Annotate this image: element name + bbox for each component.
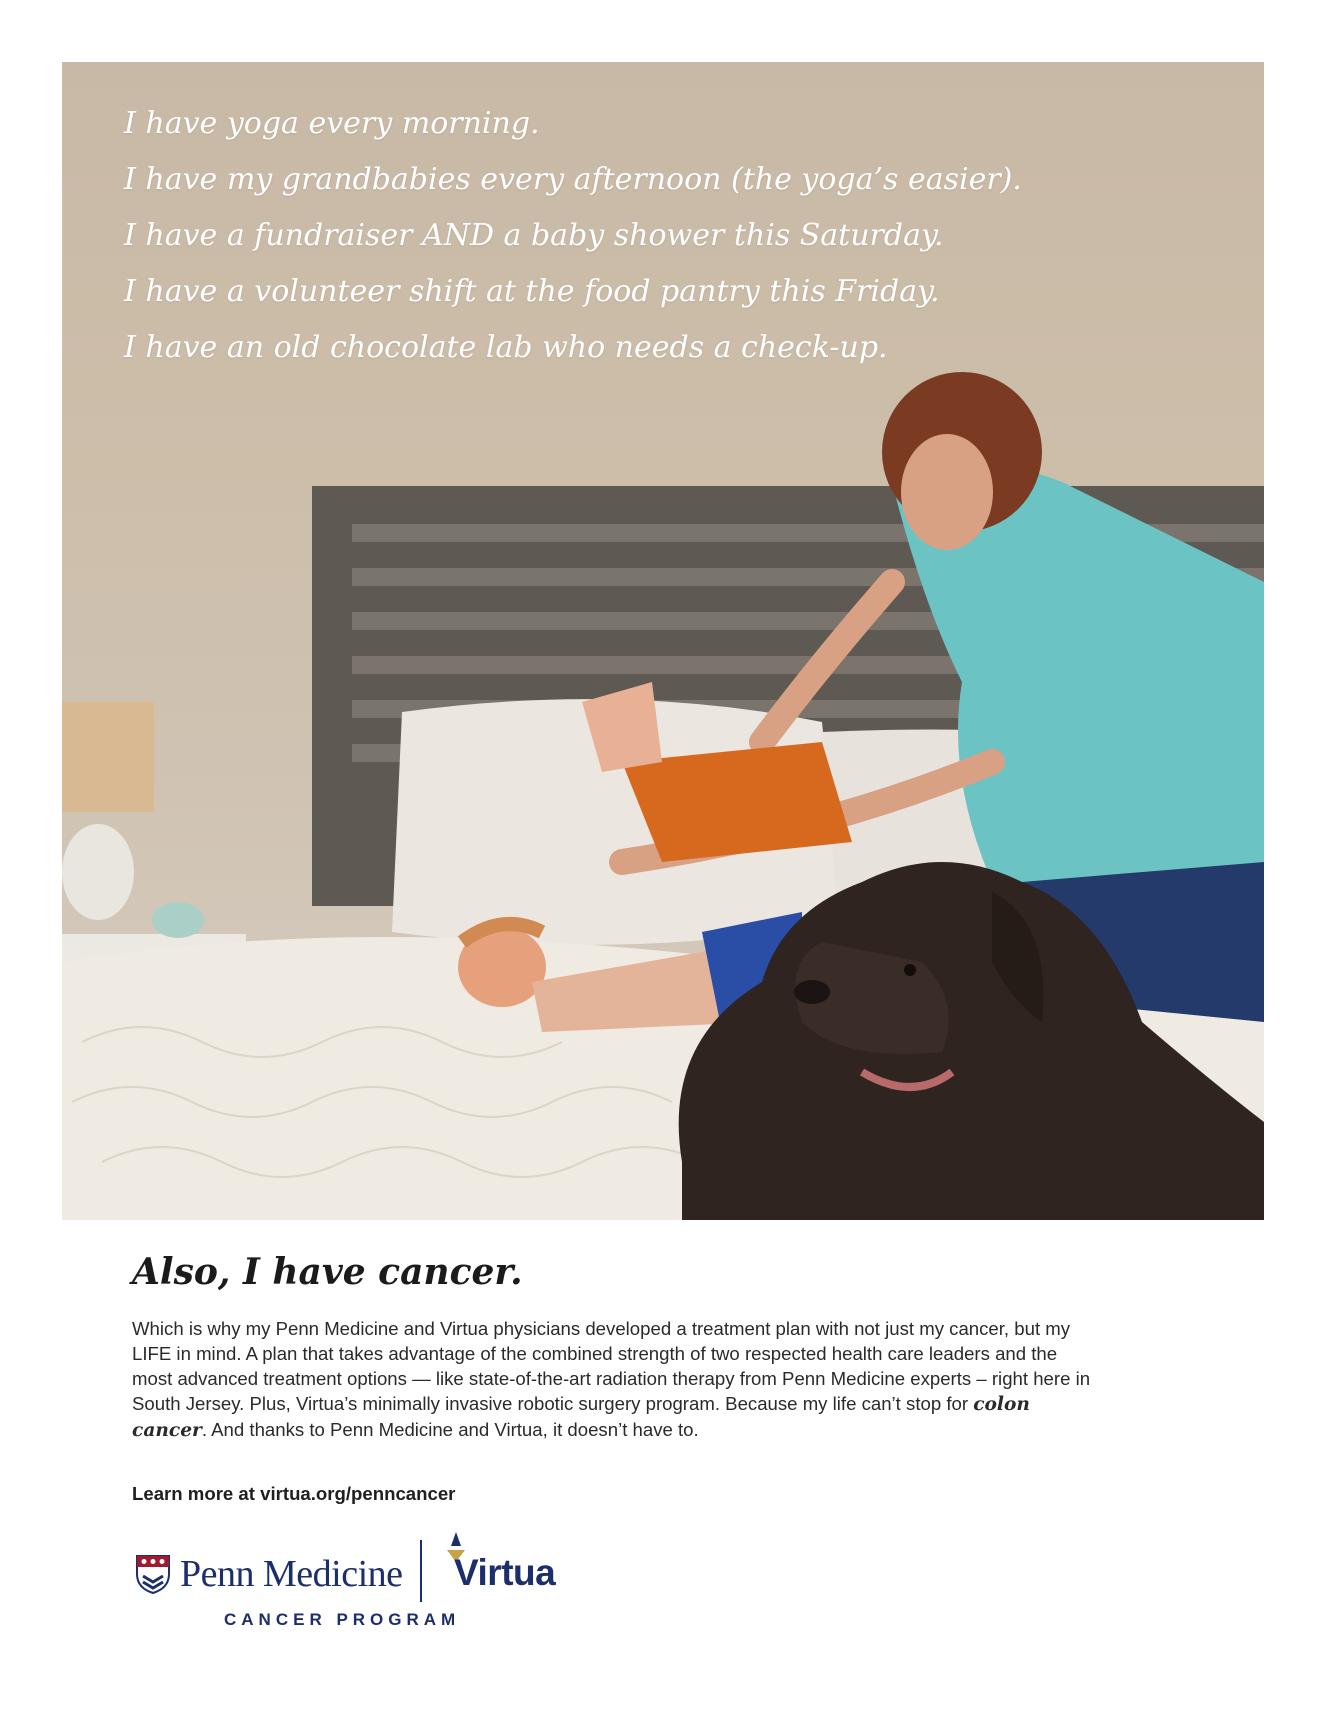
handwritten-line: I have a fundraiser AND a baby shower this Saturday. — [124, 218, 944, 253]
body-paragraph — [132, 1316, 1092, 1443]
learn-more-link[interactable]: Learn more at virtua.org/penncancer — [132, 1483, 456, 1504]
headline: Also, I have cancer. — [132, 1251, 523, 1293]
handwritten-line: I have an old chocolate lab who needs a check-up. — [124, 330, 888, 365]
handwritten-list — [124, 96, 1022, 376]
cancer-program-label: CANCER PROGRAM — [224, 1610, 461, 1629]
penn-medicine-wordmark: Penn Medicine — [180, 1553, 403, 1595]
handwritten-line: I have a volunteer shift at the food pantry this Friday. — [124, 274, 940, 309]
hero-photo — [62, 62, 1264, 1220]
handwritten-line: I have yoga every morning. — [124, 106, 540, 141]
body-text-part: Which is why my Penn Medicine and Virtua physicians developed a treatment plan with not just my cancer, but my LIFE in mind. A plan that takes advantage of the combined strength of two respected health care leaders and the most advanced treatment options — like state-of-the-art radiation therapy from Penn Medicine experts – right here in South Jersey. Plus, Virtua’s minimally invasive robotic surgery program. Because my life can’t stop for — [132, 1318, 1091, 1414]
handwritten-line: I have my grandbabies every afternoon (the yoga’s easier). — [124, 162, 1022, 197]
lamp-shade — [62, 702, 154, 812]
logo-divider — [420, 1540, 422, 1602]
virtua-wordmark: Virtua — [454, 1552, 556, 1593]
body-text-part: . And thanks to Penn Medicine and Virtua, it doesn’t have to. — [201, 1419, 699, 1440]
penn-shield-icon — [135, 1554, 171, 1594]
emphasis-text: colon cancer — [132, 1394, 1030, 1441]
logo-lockup — [132, 1532, 592, 1632]
